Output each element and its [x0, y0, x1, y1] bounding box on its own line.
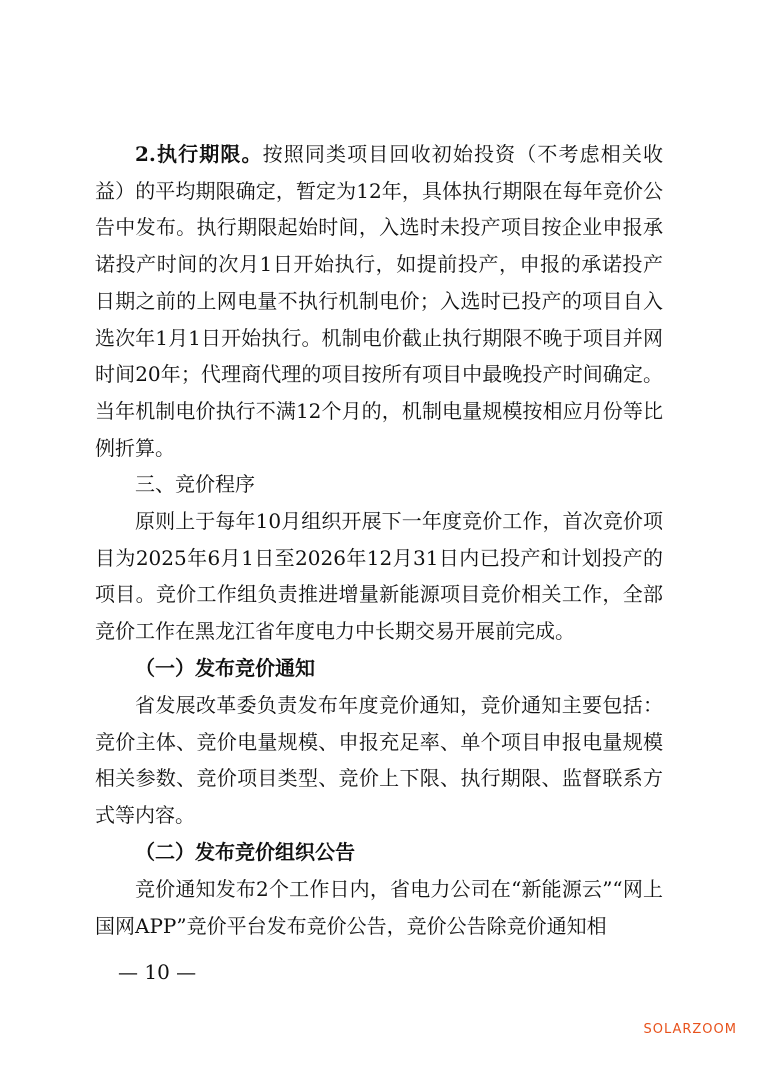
- paragraph-lead: 2.执行期限。: [135, 142, 263, 166]
- subsection-heading-announcement: （二）发布竞价组织公告: [135, 840, 355, 864]
- section-heading-bidding-procedure: 三、竞价程序: [135, 472, 255, 496]
- paragraph-bidding-schedule: 原则上于每年10月组织开展下一年度竞价工作，首次竞价项目为2025年6月1日至2026年12月31日内已投产和计划投产的项目。竞价工作组负责推进增量新能源项目竞价相关工作，全部竞价工作在黑龙江省年度电力中长期交易开展前完成。: [95, 509, 663, 644]
- paragraph-announcement: 竞价通知发布2个工作日内，省电力公司在“新能源云”“网上国网APP”竞价平台发布竞价公告，竞价公告除竞价通知相: [95, 877, 663, 938]
- paragraph-execution-period: [95, 136, 663, 466]
- watermark-logo: SOLARZOOM: [643, 1022, 737, 1037]
- paragraph-body: 按照同类项目回收初始投资（不考虑相关收益）的平均期限确定，暂定为12年，具体执行期限在每年竞价公告中发布。执行期限起始时间，入选时未投产项目按企业申报承诺投产时间的次月1日开始执行，如提前投产，申报的承诺投产日期之前的上网电量不执行机制电价；入选时已投产的项目自入选次年1月1日开始执行。机制电价截止执行期限不晚于项目并网时间20年；代理商代理的项目按所有项目中最晚投产时间确定。当年机制电价执行不满12个月的，机制电量规模按相应月份等比例折算。: [95, 142, 663, 460]
- subsection-heading-notice: （一）发布竞价通知: [135, 656, 315, 680]
- page-number: — 10 —: [118, 960, 197, 984]
- paragraph-notice-content: 省发展改革委负责发布年度竞价通知，竞价通知主要包括：竞价主体、竞价电量规模、申报充足率、单个项目申报电量规模相关参数、竞价项目类型、竞价上下限、执行期限、监督联系方式等内容。: [95, 693, 663, 828]
